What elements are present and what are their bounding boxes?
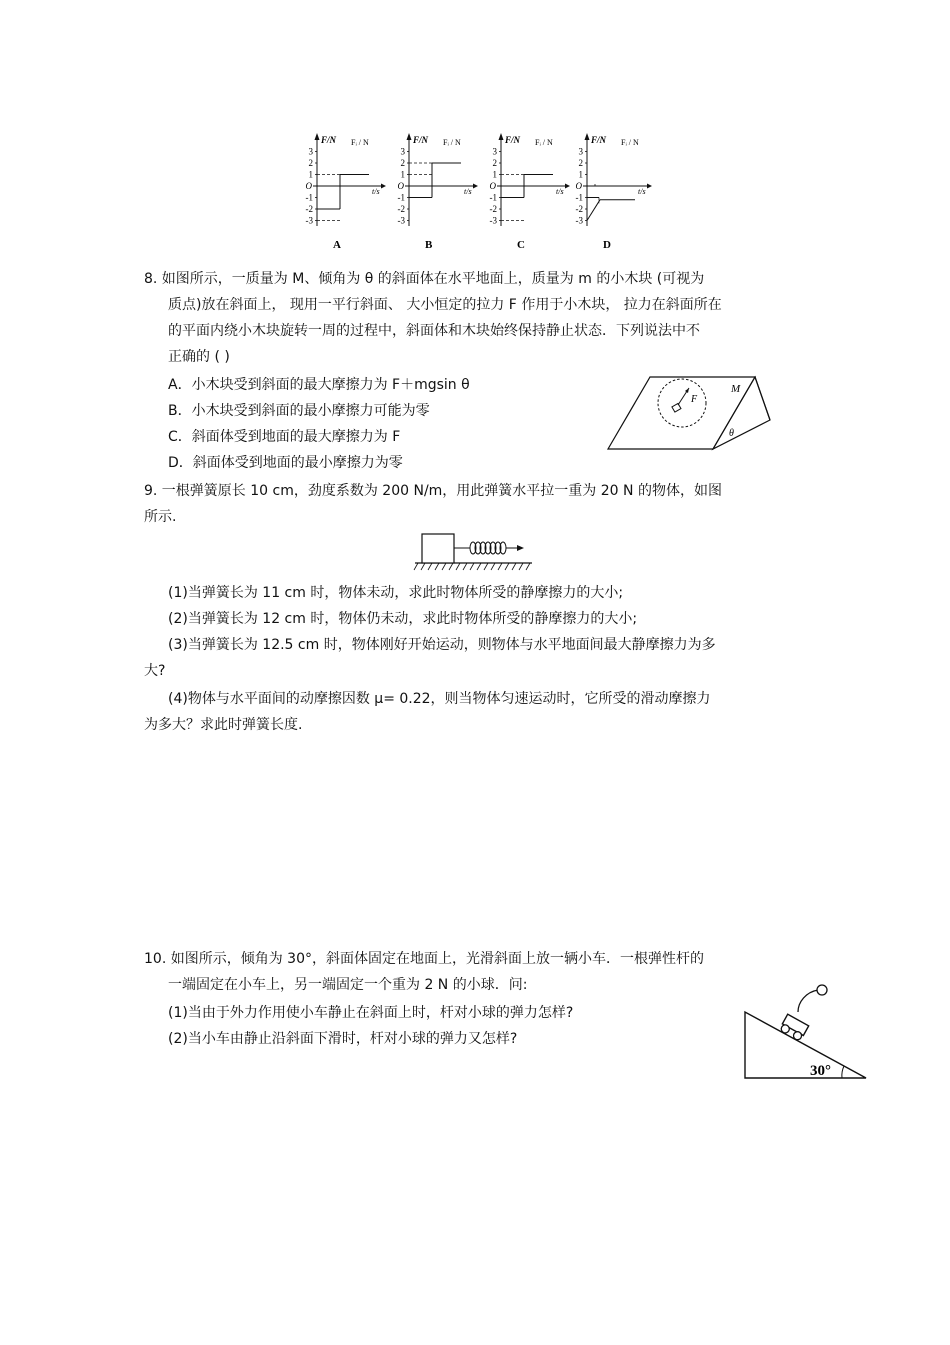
q10-part-1: (1)当由于外力作用使小车静止在斜面上时，杆对小球的弹力怎样? [168, 1005, 574, 1021]
x-axis-label: t/s [556, 187, 564, 196]
angle-label: 30° [810, 1063, 831, 1079]
fig-label-m: M [731, 383, 741, 395]
x-axis-label: t/s [464, 187, 472, 196]
tick-label: 2 [400, 158, 405, 168]
q8-line-1: 8. 如图所示，一质量为 M、倾角为 θ 的斜面体在水平地面上，质量为 m 的小木块 (可视为 [144, 271, 705, 287]
y-axis-arrow [407, 133, 412, 140]
origin-label: O [305, 181, 312, 191]
q9-line-2: 所示. [144, 509, 177, 525]
q8-line-3: 的平面内绕小木块旋转一周的过程中，斜面体和木块始终保持静止状态．下列说法中不 [168, 323, 700, 339]
graph-d [576, 133, 653, 251]
x-axis-arrow [381, 184, 386, 189]
y-axis-arrow [315, 133, 320, 140]
q9-line-1: 9. 一根弹簧原长 10 cm，劲度系数为 200 N/m，用此弹簧水平拉一重为 20 N 的物体，如图 [144, 483, 722, 499]
fi-label: Fᵢ / N [621, 138, 639, 147]
q9-part-4-cont: 为多大？求此时弹簧长度. [144, 717, 303, 733]
y-axis-label: F/N [505, 135, 521, 145]
fi-label: Fᵢ / N [535, 138, 553, 147]
y-axis-arrow [585, 133, 590, 140]
force-time-graphs [295, 128, 655, 256]
tick-label: 1 [578, 169, 583, 180]
fig-label-theta: θ [729, 428, 734, 439]
tick-label: -2 [575, 204, 583, 214]
graph-line [587, 200, 600, 221]
fi-label: Fᵢ / N [443, 138, 461, 147]
option-label: B [425, 239, 433, 251]
spring-block-figure [412, 530, 537, 575]
question-9 [144, 482, 824, 732]
x-axis-label: t/s [372, 187, 380, 196]
x-axis-arrow [473, 184, 478, 189]
question-10 [144, 950, 824, 1060]
tick-label: -1 [305, 192, 313, 203]
q9-part-3: (3)当弹簧长为 12.5 cm 时，物体刚好开始运动，则物体与水平地面间最大静摩擦力为多 [168, 637, 716, 653]
incline-block-figure [605, 372, 775, 452]
tick-label: -3 [397, 215, 405, 226]
y-axis-label: F/N [413, 135, 429, 145]
x-axis-label: t/s [638, 187, 646, 196]
q8-choice-d: D．斜面体受到地面的最小摩擦力为零 [168, 455, 403, 471]
graph-a [306, 133, 387, 251]
q8-choice-c: C．斜面体受到地面的最大摩擦力为 F [168, 429, 401, 445]
option-label: A [333, 239, 341, 251]
tick-label: 1 [308, 169, 313, 180]
q10-line-2: 一端固定在小车上，另一端固定一个重为 2 N 的小球．问: [168, 977, 528, 993]
origin-label: O [575, 181, 582, 191]
tick-label: 1 [400, 169, 405, 180]
x-axis-arrow [647, 184, 652, 189]
incline-cart-figure [740, 982, 872, 1082]
y-axis-label: F/N [321, 135, 337, 145]
q9-part-4: (4)物体与水平面间的动摩擦因数 μ= 0.22，则当物体匀速运动时，它所受的滑动摩擦力 [168, 691, 711, 707]
graph-b [398, 133, 479, 251]
tick-label: -2 [397, 204, 405, 214]
tick-label: -3 [489, 215, 497, 226]
option-label: C [517, 239, 525, 251]
origin-label: O [489, 181, 496, 191]
tick-label: 3 [308, 146, 313, 157]
q8-choice-b: B．小木块受到斜面的最小摩擦力可能为零 [168, 403, 430, 419]
q10-line-1: 10. 如图所示，倾角为 30°，斜面体固定在地面上，光滑斜面上放一辆小车．一根弹性杆的 [144, 951, 704, 967]
y-axis-arrow [499, 133, 504, 140]
tick-label: -3 [575, 215, 583, 226]
origin-label: O [397, 181, 404, 191]
tick-label: -1 [397, 192, 405, 203]
graph-c [490, 133, 571, 251]
tick-label: -3 [305, 215, 313, 226]
q9-part-1: (1)当弹簧长为 11 cm 时，物体未动，求此时物体所受的静摩擦力的大小; [168, 585, 624, 601]
tick-label: 2 [308, 158, 313, 168]
q8-choice-a: A．小木块受到斜面的最大摩擦力为 F＋mgsin θ [168, 377, 470, 393]
tick-label: -2 [489, 204, 497, 214]
tick-label: 1 [492, 169, 497, 180]
tick-label: 2 [578, 158, 583, 168]
q9-part-3-cont: 大? [144, 663, 166, 679]
option-label: D [603, 239, 611, 251]
q10-part-2: (2)当小车由静止沿斜面下滑时，杆对小球的弹力又怎样? [168, 1031, 518, 1047]
tick-label: -1 [489, 192, 497, 203]
tick-label: 3 [400, 146, 405, 157]
x-axis-arrow [565, 184, 570, 189]
y-axis-label: F/N [591, 135, 607, 145]
q9-part-2: (2)当弹簧长为 12 cm 时，物体仍未动，求此时物体所受的静摩擦力的大小; [168, 611, 638, 627]
tick-label: 3 [578, 146, 583, 157]
fi-label: Fᵢ / N [351, 138, 369, 147]
tick-label: -1 [575, 192, 583, 203]
q8-line-4: 正确的 ( ) [168, 349, 230, 365]
tick-label: 2 [492, 158, 497, 168]
fig-label-f: F [691, 394, 698, 405]
q8-line-2: 质点)放在斜面上， 现用一平行斜面、 大小恒定的拉力 F 作用于小木块， 拉力在斜面所在 [168, 297, 722, 313]
tick-label: -2 [305, 204, 313, 214]
tick-label: 3 [492, 146, 497, 157]
